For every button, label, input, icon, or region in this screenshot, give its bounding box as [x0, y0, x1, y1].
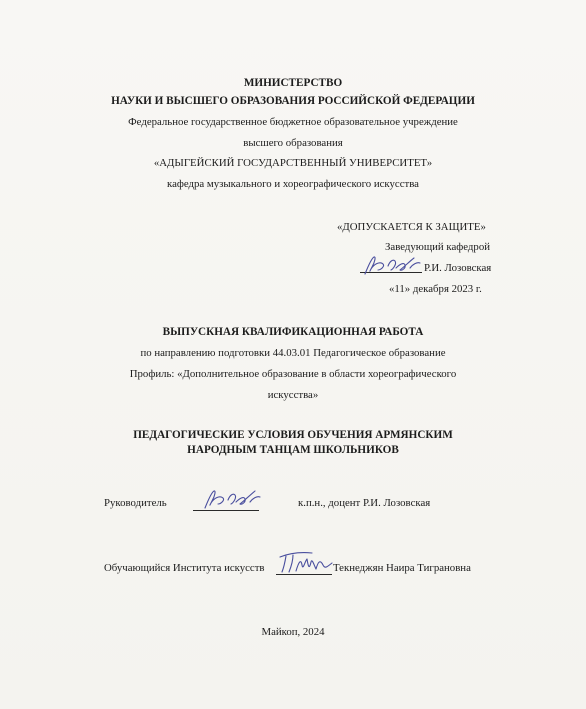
approval-date: «11» декабря 2023 г. [389, 283, 482, 295]
work-profile-line-1: Профиль: «Дополнительное образование в области хореографического [129, 368, 457, 380]
work-type: ВЫПУСКНАЯ КВАЛИФИКАЦИОННАЯ РАБОТА [162, 326, 424, 338]
university-name: «АДЫГЕЙСКИЙ ГОСУДАРСТВЕННЫЙ УНИВЕРСИТЕТ» [153, 157, 433, 169]
student-name: Текнеджян Наира Тиграновна [333, 562, 471, 574]
work-profile-line-2: искусства» [267, 389, 319, 401]
supervisor-name: к.п.н., доцент Р.И. Лозовская [298, 497, 431, 509]
institution-line-1: Федеральное государственное бюджетное образовательное учреждение [128, 116, 458, 128]
department-name: кафедра музыкального и хореографического искусства [167, 178, 419, 190]
approval-stamp: «ДОПУСКАЕТСЯ К ЗАЩИТЕ» [337, 221, 486, 233]
work-direction: по направлению подготовки 44.03.01 Педагогическое образование [140, 347, 446, 359]
work-title-line-2: НАРОДНЫМ ТАНЦАМ ШКОЛЬНИКОВ [187, 444, 399, 456]
approval-position: Заведующий кафедрой [385, 241, 491, 253]
supervisor-label: Руководитель [104, 497, 167, 509]
ministry-line-2: НАУКИ И ВЫСШЕГО ОБРАЗОВАНИЯ РОССИЙСКОЙ ФЕДЕРАЦИИ [111, 95, 475, 107]
student-signature [276, 547, 336, 577]
supervisor-signature [200, 485, 266, 513]
student-label: Обучающийся Института искусств [104, 562, 265, 574]
ministry-line-1: МИНИСТЕРСТВО [243, 77, 343, 89]
approval-name: Р.И. Лозовская [424, 262, 492, 274]
head-signature [360, 252, 426, 280]
institution-line-2: высшего образования [243, 137, 343, 149]
place-year: Майкоп, 2024 [261, 626, 325, 638]
work-title-line-1: ПЕДАГОГИЧЕСКИЕ УСЛОВИЯ ОБУЧЕНИЯ АРМЯНСКИМ [133, 429, 453, 441]
